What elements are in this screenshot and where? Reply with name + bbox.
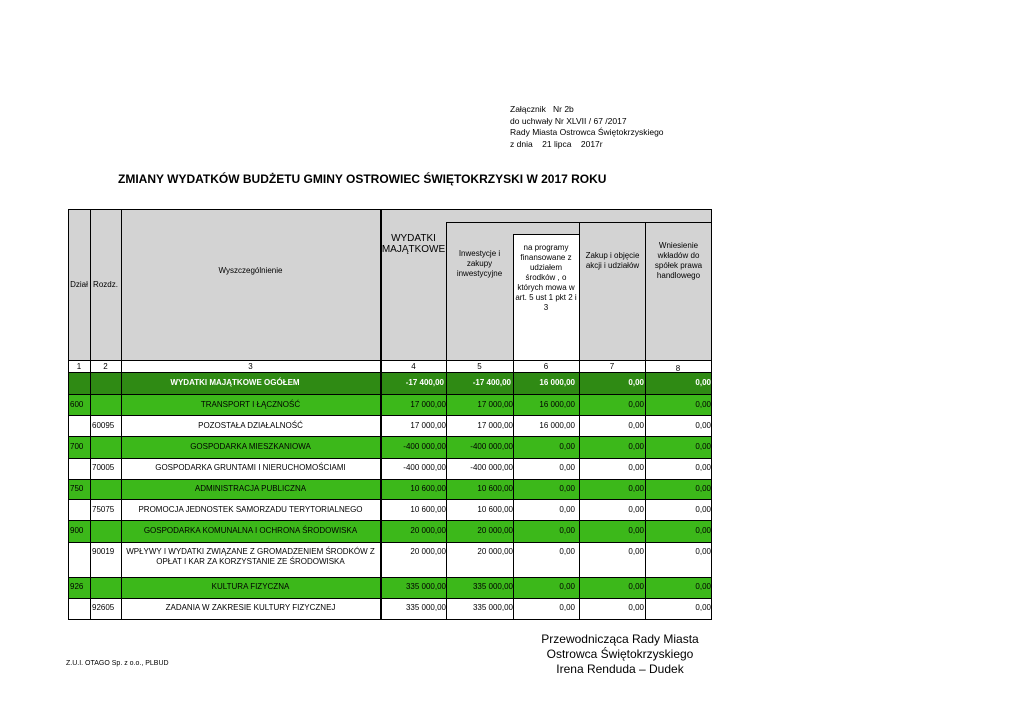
row-wydatki: 17 000,00 (410, 421, 446, 430)
row-name: GOSPODARKA KOMUNALNA I OCHRONA ŚRODOWISKA (143, 526, 358, 535)
attachment-note (510, 104, 664, 150)
grid-line (68, 394, 712, 395)
header-fill (381, 209, 712, 222)
row-inwestycje: 335 000,00 (472, 582, 513, 591)
row-zakup: 0,00 (628, 463, 644, 472)
column-number: 8 (675, 364, 681, 373)
attachment-line: Rady Miasta Ostrowca Świętokrzyskiego (510, 127, 664, 137)
row-inwestycje: 17 000,00 (477, 421, 513, 430)
expenditure-table (68, 209, 712, 620)
row-name: POZOSTAŁA DZIAŁALNOŚĆ (198, 421, 303, 430)
grid-line (68, 577, 712, 578)
row-inwestycje: 335 000,00 (472, 603, 513, 612)
footer-credit: Z.U.I. OTAGO Sp. z o.o., PLBUD (66, 660, 169, 667)
row-wniesienie: 0,00 (695, 603, 711, 612)
grid-line (68, 360, 712, 361)
row-wydatki: 17 000,00 (410, 400, 446, 409)
header-wydatki: WYDATKI MAJĄTKOWE (381, 233, 446, 255)
row-rozdz: 60095 (92, 421, 115, 430)
row-dzial: 750 (70, 484, 84, 493)
row-wydatki: 20 000,00 (410, 526, 446, 535)
total-wniesienie: 0,00 (695, 378, 711, 387)
row-wniesienie: 0,00 (695, 547, 711, 556)
row-wydatki: 335 000,00 (405, 603, 446, 612)
column-number: 7 (609, 362, 615, 371)
row-wniesienie: 0,00 (695, 505, 711, 514)
column-number: 1 (76, 362, 82, 371)
row-zakup: 0,00 (628, 582, 644, 591)
signature-line: Przewodnicząca Rady Miasta (541, 632, 699, 646)
signature-block (530, 632, 710, 677)
header-programy: na programy finansowane z udziałem środków , o których mowa w art. 5 ust 1 pkt 2 i 3 (515, 243, 577, 312)
row-wydatki: 10 600,00 (410, 484, 446, 493)
header-wyszczegolnienie: Wyszczególnienie (218, 266, 283, 275)
column-number: 4 (411, 362, 416, 371)
row-name: ADMINISTRACJA PUBLICZNA (194, 484, 307, 493)
row-zakup: 0,00 (628, 400, 644, 409)
row-programy: 0,00 (559, 463, 575, 472)
column-number: 6 (543, 362, 549, 371)
header-wniesienie: Wniesienie wkładów do spółek prawa handlowego (654, 241, 703, 280)
signature-line: Ostrowca Świętokrzyskiego (546, 647, 694, 661)
row-name: TRANSPORT I ŁĄCZNOŚĆ (200, 400, 301, 409)
column-number: 5 (477, 362, 482, 371)
total-inwestycje: -17 400,00 (472, 378, 511, 387)
header-inwestycje: Inwestycje i zakupy inwestycyjne (456, 249, 503, 278)
header-dzial: Dział (70, 279, 88, 289)
grid-line (68, 499, 712, 500)
grid-line (68, 598, 712, 599)
row-zakup: 0,00 (628, 526, 644, 535)
row-programy: 16 000,00 (539, 421, 575, 430)
row-wydatki: -400 000,00 (403, 463, 446, 472)
row-dzial: 900 (70, 526, 84, 535)
row-wniesienie: 0,00 (695, 526, 711, 535)
row-dzial: 926 (70, 582, 84, 591)
signature-line: Irena Renduda – Dudek (556, 662, 684, 676)
row-rozdz: 70005 (92, 463, 115, 472)
row-programy: 0,00 (559, 547, 575, 556)
row-rozdz: 75075 (92, 505, 115, 514)
row-programy: 16 000,00 (539, 400, 575, 409)
attachment-line: Załącznik Nr 2b (510, 104, 574, 114)
row-wniesienie: 0,00 (695, 421, 711, 430)
row-programy: 0,00 (559, 505, 575, 514)
row-zakup: 0,00 (628, 484, 644, 493)
document-title: ZMIANY WYDATKÓW BUDŻETU GMINY OSTROWIEC ŚWIĘTOKRZYSKI W 2017 ROKU (118, 172, 607, 186)
row-rozdz: 92605 (92, 603, 115, 612)
row-wydatki: 10 600,00 (410, 505, 446, 514)
grid-line (513, 234, 579, 235)
grid-line (381, 209, 382, 620)
row-inwestycje: 20 000,00 (477, 547, 513, 556)
row-programy: 0,00 (559, 582, 575, 591)
grid-line (68, 372, 712, 373)
grid-line (68, 458, 712, 459)
grid-line (68, 619, 712, 620)
total-programy: 16 000,00 (539, 378, 575, 387)
row-wniesienie: 0,00 (695, 484, 711, 493)
column-number: 2 (103, 362, 108, 371)
row-wydatki: -400 000,00 (403, 442, 446, 451)
total-zakup: 0,00 (628, 378, 644, 387)
row-wydatki: 335 000,00 (405, 582, 446, 591)
row-wniesienie: 0,00 (695, 582, 711, 591)
row-name: ZADANIA W ZAKRESIE KULTURY FIZYCZNEJ (165, 603, 336, 612)
row-inwestycje: 10 600,00 (477, 505, 513, 514)
row-wniesienie: 0,00 (695, 463, 711, 472)
row-name: WPŁYWY I WYDATKI ZWIĄZANE Z GROMADZENIEM ŚRODKÓW Z OPŁAT I KAR ZA KORZYSTANIE ZE ŚRODOWISKA (126, 547, 375, 566)
header-rozdz: Rozdz. (93, 279, 118, 289)
row-name: KULTURA FIZYCZNA (211, 582, 290, 591)
row-programy: 0,00 (559, 526, 575, 535)
column-number: 3 (248, 362, 253, 371)
row-inwestycje: 10 600,00 (477, 484, 513, 493)
grid-line (68, 436, 712, 437)
grid-line (711, 209, 712, 620)
row-inwestycje: -400 000,00 (470, 442, 513, 451)
attachment-line: z dnia 21 lipca 2017r (510, 138, 603, 149)
row-programy: 0,00 (559, 603, 575, 612)
row-inwestycje: -400 000,00 (470, 463, 513, 472)
row-zakup: 0,00 (628, 421, 644, 430)
row-name: PROMOCJA JEDNOSTEK SAMORZADU TERYTORIALNEGO (138, 505, 363, 514)
grid-line (68, 520, 712, 521)
row-dzial: 700 (70, 442, 84, 451)
total-wydatki: -17 400,00 (405, 378, 444, 387)
row-zakup: 0,00 (628, 547, 644, 556)
grid-line (68, 479, 712, 480)
row-wniesienie: 0,00 (695, 442, 711, 451)
grid-line (68, 542, 712, 543)
total-label: WYDATKI MAJĄTKOWE OGÓŁEM (170, 378, 300, 387)
header-zakup: Zakup i objęcie akcji i udziałów (585, 251, 640, 270)
row-zakup: 0,00 (628, 442, 644, 451)
row-dzial: 600 (70, 400, 84, 409)
row-name: GOSPODARKA GRUNTAMI I NIERUCHOMOŚCIAMI (155, 463, 346, 472)
row-wniesienie: 0,00 (695, 400, 711, 409)
row-zakup: 0,00 (628, 505, 644, 514)
row-name: GOSPODARKA MIESZKANIOWA (190, 442, 311, 451)
row-inwestycje: 20 000,00 (477, 526, 513, 535)
row-wydatki: 20 000,00 (410, 547, 446, 556)
row-inwestycje: 17 000,00 (477, 400, 513, 409)
row-rozdz: 90019 (92, 547, 115, 556)
attachment-line: do uchwały Nr XLVII / 67 /2017 (510, 115, 627, 126)
row-programy: 0,00 (559, 442, 575, 451)
row-zakup: 0,00 (628, 603, 644, 612)
grid-line (68, 415, 712, 416)
header-fill (513, 222, 579, 234)
row-programy: 0,00 (559, 484, 575, 493)
